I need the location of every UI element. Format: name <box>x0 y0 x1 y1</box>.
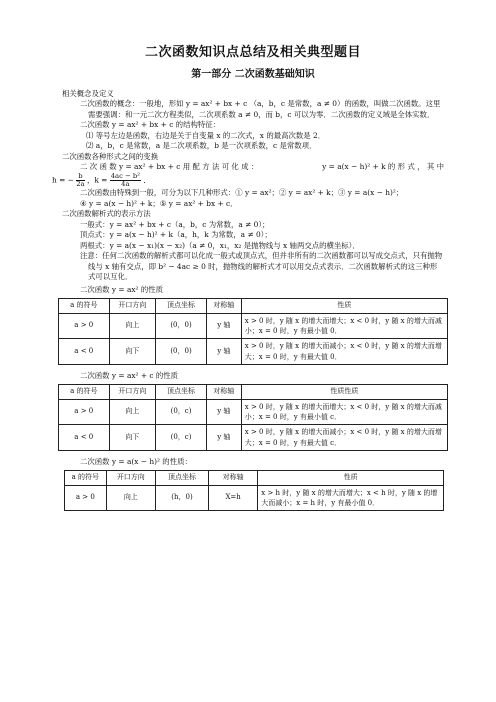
cell-prop: x > 0 时，y 随 x 的增大而增大；x < 0 时，y 随 x 的增大而减小；x = 0 时，y 有最小值 0． <box>241 314 447 339</box>
col-vertex: 顶点坐标 <box>155 471 208 486</box>
representation-section <box>62 209 444 283</box>
representation-heading: 二次函数解析式的表示方法 <box>62 209 151 219</box>
col-vertex: 顶点坐标 <box>156 299 207 314</box>
table2-caption: 二次函数 y = ax² + c 的性质 <box>80 370 179 380</box>
col-axis: 对称轴 <box>206 299 241 314</box>
table-header-row <box>65 471 444 486</box>
cell-prop: x > 0 时，y 随 x 的增大而减小；x < 0 时，y 随 x 的增大而增大；x = 0 时，y 有最大值 0． <box>241 339 447 364</box>
table-row <box>65 486 444 511</box>
cell-open: 向上 <box>109 314 156 339</box>
table-row <box>59 425 448 450</box>
cell-sign: a > 0 <box>65 486 107 511</box>
cell-open: 向下 <box>109 339 156 364</box>
forms-list-tail: ④ y = a(x − h)² + k；⑤ y = ax² + bx + c． <box>80 198 238 208</box>
vertex-form-right: y = a(x − h)² + k 的 形 式 ， 其 中 <box>322 162 444 172</box>
k-fraction <box>110 173 141 188</box>
vertex-form-left: 二 次 函 数 y = ax² + bx + c 用 配 方 法 可 化 成 ： <box>80 162 259 172</box>
cell-vertex: (0，0) <box>156 339 207 364</box>
cell-axis: y 轴 <box>206 400 241 425</box>
concepts-section <box>62 89 444 152</box>
table1-caption: 二次函数 y = ax² 的性质 <box>80 284 164 294</box>
roots-form: 两根式：y = a(x − x₁)(x − x₂)（a ≠ 0，x₁，x₂ 是抛物线与 x 轴两交点的横坐标）． <box>80 240 360 250</box>
properties-table-ax2-c <box>58 384 448 451</box>
cell-axis: X=h <box>209 486 258 511</box>
table-header-row <box>59 385 448 400</box>
h-fraction <box>76 173 84 188</box>
h-label: h = − <box>52 175 74 185</box>
table-row <box>59 314 448 339</box>
concepts-heading: 相关概念及定义 <box>62 88 114 98</box>
col-open: 开口方向 <box>109 385 156 400</box>
cell-open: 向上 <box>109 400 156 425</box>
cell-vertex: (h，0) <box>155 486 208 511</box>
section-subtitle: 第一部分 二次函数基础知识 <box>191 69 315 81</box>
structure-item-2: ⑵ a，b，c 是常数，a 是二次项系数，b 是一次项系数，c 是常数项． <box>86 141 317 151</box>
col-axis: 对称轴 <box>206 385 241 400</box>
table-row <box>59 400 448 425</box>
col-vertex: 顶点坐标 <box>156 385 207 400</box>
cell-open: 向下 <box>109 425 156 450</box>
concept-paragraph: 二次函数的概念：一般地，形如 y = ax² + bx + c （a，b，c 是常数，a ≠ 0）的函数，叫做二次函数。这里需要强调：和一元二次方程类似，二次项系数 a ≠ 0，而 b，c 可以为零．二次函数的定义域是全体实数． <box>80 99 441 119</box>
cell-prop: x > h 时，y 随 x 的增大而增大；x < h 时，y 随 x 的增大而减小；x = h 时，y 有最小值 0． <box>258 486 444 511</box>
k-end: ． <box>143 175 151 185</box>
col-sign: a 的符号 <box>65 471 107 486</box>
forms-heading: 二次函数各种形式之间的变换 <box>62 151 159 161</box>
forms-list-lead: 二次函数由特殊到一般，可分为以下几种形式：① y = ax²；② y = ax² + k；③ y = a(x − h)²； <box>80 188 404 198</box>
properties-table-ax-h2 <box>64 470 444 511</box>
structure-heading: 二次函数 y = ax² + bx + c 的结构特征： <box>80 120 221 130</box>
general-form: 一般式：y = ax² + bx + c（a，b，c 为常数，a ≠ 0）； <box>80 219 270 229</box>
cell-prop: x > 0 时，y 随 x 的增大而增大；x < 0 时，y 随 x 的增大而减小；x = 0 时，y 有最小值 c． <box>241 400 447 425</box>
cell-vertex: (0，c) <box>156 425 207 450</box>
col-open: 开口方向 <box>106 471 155 486</box>
cell-open: 向上 <box>106 486 155 511</box>
table-header-row <box>59 299 448 314</box>
cell-sign: a > 0 <box>59 314 110 339</box>
col-sign: a 的符号 <box>59 385 110 400</box>
properties-table-ax2 <box>58 298 448 365</box>
cell-axis: y 轴 <box>206 339 241 364</box>
note-paragraph: 注意：任何二次函数的解析式都可以化成一般式或顶点式，但并非所有的二次函数都可以写成交点式，只有抛物线与 x 轴有交点，即 b² − 4ac ≥ 0 时，抛物线的解析式才可以用交点式表示．二次函数解析式的这三种形式可以互化． <box>80 251 443 282</box>
cell-axis: y 轴 <box>206 425 241 450</box>
col-axis: 对称轴 <box>209 471 258 486</box>
cell-vertex: (0，0) <box>156 314 207 339</box>
table-row <box>59 339 448 364</box>
vertex-form: 顶点式：y = a(x − h)² + k（a，h，k 为常数，a ≠ 0）； <box>80 230 272 240</box>
structure-item-1: ⑴ 等号左边是函数，右边是关于自变量 x 的二次式，x 的最高次数是 2． <box>86 130 326 140</box>
cell-vertex: (0，c) <box>156 400 207 425</box>
cell-prop: x > 0 时，y 随 x 的增大而减小；x < 0 时，y 随 x 的增大而增大；x = 0 时，y 有最大值 c． <box>241 425 447 450</box>
document-title: 二次函数知识点总结及相关典型题目 <box>144 45 361 60</box>
h-denominator: 2a <box>76 179 85 188</box>
cell-axis: y 轴 <box>206 314 241 339</box>
col-sign: a 的符号 <box>59 299 110 314</box>
k-label: ，k = <box>86 175 108 185</box>
hk-formula <box>44 173 444 188</box>
col-prop: 性质性质 <box>241 385 447 400</box>
k-numerator: 4ac − b² <box>110 171 141 180</box>
col-prop: 性质 <box>241 299 447 314</box>
cell-sign: a > 0 <box>59 400 110 425</box>
k-denominator: 4a <box>121 179 130 188</box>
col-open: 开口方向 <box>109 299 156 314</box>
forms-section <box>52 151 444 209</box>
cell-sign: a < 0 <box>59 339 110 364</box>
h-numerator: b <box>76 173 84 181</box>
cell-sign: a < 0 <box>59 425 110 450</box>
col-prop: 性质 <box>258 471 444 486</box>
table3-caption: 二次函数 y = a(x − h)² 的性质： <box>80 456 192 466</box>
